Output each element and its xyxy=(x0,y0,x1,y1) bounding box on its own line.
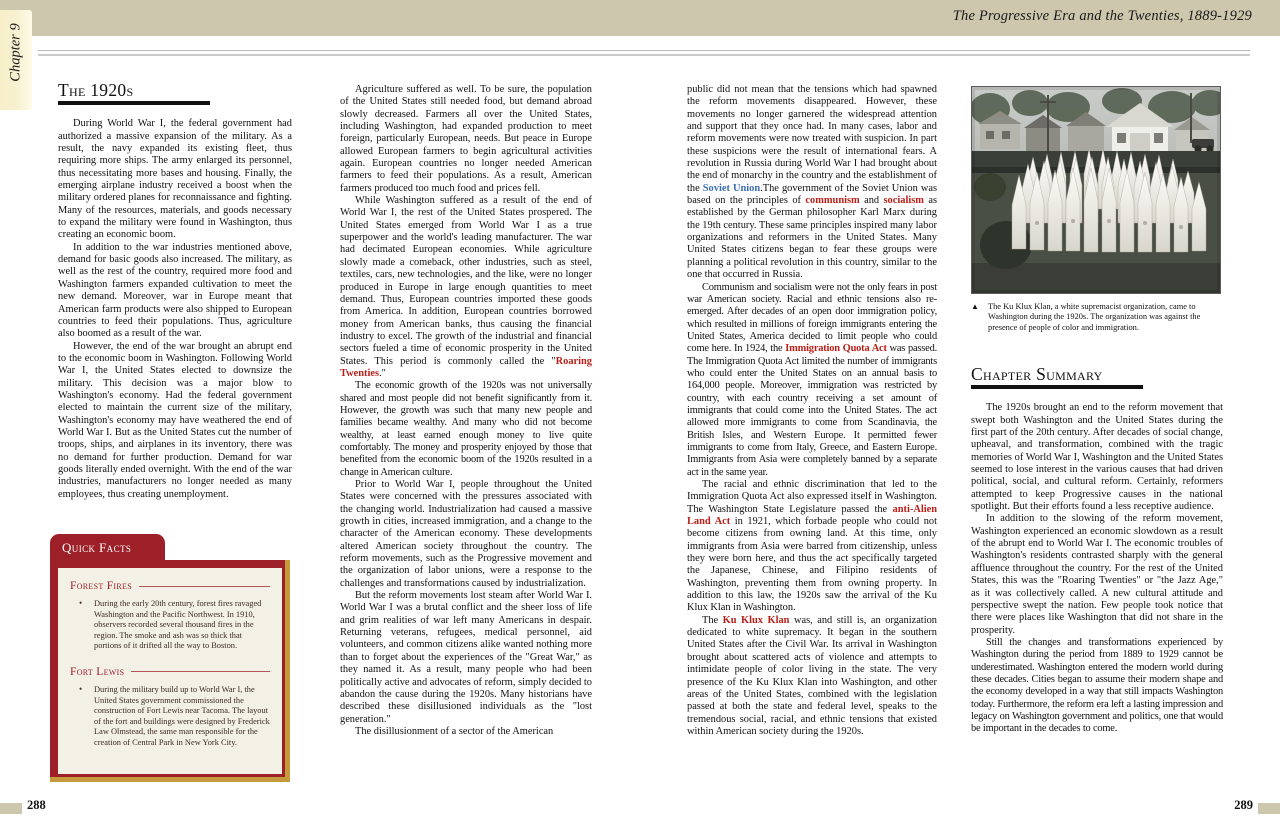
paragraph: The 1920s brought an end to the reform movement that swept both Washington and the United States during the first part of the 20th century. After decades of social change, upheaval, and transformation, combined with the tragic memories of World War I, Washington and the United States seemed to lose interest in the various causes that had driven political, social, and cultural reform. Certainly, reformers attempted to keep Progressive causes in the national spotlight. But their efforts found a less receptive audience. xyxy=(971,402,1223,513)
quick-facts-box xyxy=(50,534,290,782)
key-term-communism: communism xyxy=(805,195,860,207)
paragraph-text: and xyxy=(859,195,884,207)
text-column-4 xyxy=(971,364,1223,736)
quick-facts-subheading-fort-lewis xyxy=(70,666,270,678)
key-term-soviet-union: Soviet Union xyxy=(702,182,761,194)
ku-klux-klan-photograph xyxy=(971,86,1221,294)
section-heading-rule xyxy=(58,101,210,105)
quick-facts-title: Quick Facts xyxy=(62,540,132,555)
list-item-text: During the early 20th century, forest fires ravaged Washington and the Pacific Northwest. In 1910, observers recorded several thousand fires in the region. The smoke and ash was so thick that portions of it drifted all the way to Boston. xyxy=(94,599,262,651)
subheading-rule xyxy=(139,586,270,587)
header-rule-secondary xyxy=(38,54,1250,56)
text-column-2 xyxy=(340,84,592,738)
list-item-text: During the military build up to World War I, the United States government commissioned the construction of Fort Lewis near Tacoma. The layout of the fort and buildings were designed by Frederick Law Olmstead, the same man responsible for the creation of Central Park in New York City. xyxy=(94,684,270,747)
subheading-rule xyxy=(131,671,270,672)
running-head-title: The Progressive Era and the Twenties, 1889-1929 xyxy=(952,8,1252,24)
header-rule-primary xyxy=(38,50,1250,51)
paragraph-text: The racial and ethnic discrimination that led to the Immigration Quota Act also expressed itself in Washington. The Washington State Legislature passed the xyxy=(687,479,937,515)
paragraph: Agriculture suffered as well. To be sure, the population of the United States still needed food, but demand abroad slowly decreased. Farmers all over the United States, including Washington, had expanded production to meet foreign, particularly European, needs. But peace in Europe allowed European farmers to begin agricultural activities again. European countries no longer needed American farmers to feed their populations. As a result, American farmers produced too much food and prices fell. xyxy=(340,84,592,194)
paragraph-text-tail: ." xyxy=(379,367,386,379)
paragraph xyxy=(687,479,937,615)
paragraph: Prior to World War I, people throughout the United States were concerned with the pressures associated with the changing world. Industrialization had caused a massive growth in cities, increased immigration, and a change to the character of the American economy. These developments altered American society throughout the country. The reform movements, such as the Progressive movement and the organization of labor unions, were a response to the challenges and transformations caused by industrialization. xyxy=(340,479,592,589)
paragraph-text: was passed. The Immigration Quota Act limited the number of immigrants who could enter the United States on an annual basis to 164,000 people. Moreover, immigration was restricted by country, with each country receiving a set amount of immigrants that could come into the United States. The act allowed more immigrants to come from Scandinavia, the British Isles, and Western Europe. It permitted fewer immigrants to come from Italy, Greece, and Eastern Europe. Immigrants from Asia were completely banned by a separate act in the same year. xyxy=(687,343,938,478)
key-term-anti-alien-land-act: anti-Alien Land Act xyxy=(687,503,937,528)
page-title: The 1920s xyxy=(58,80,134,100)
paragraph xyxy=(687,282,937,480)
photo-caption xyxy=(971,302,1223,333)
photograph-graphic xyxy=(972,87,1220,293)
paragraph-text: Communism and socialism were not the only fears in post war American society. Racial and ethnic tensions also re-emerged. After decades of an open door immigration policy, which resulted in millions of foreign immigrants entering the United States, America decided to limit people who could come here. In 1924, the xyxy=(687,281,937,355)
footer-swatch-left xyxy=(0,803,22,814)
footer-swatch-right xyxy=(1258,803,1280,814)
paragraph-text: The government of the Soviet Union was based on the principles of xyxy=(687,182,938,207)
paragraph xyxy=(687,615,937,738)
paragraph: Still the changes and transformations experienced by Washington during the period from 1889 to 1929 cannot be underestimated. Washington entered the modern world during these decades. Cities began to assume their modern shape and the economy developed in a way that still impacts Washington today. Furthermore, the reform era left a lasting impression and legacy on Washington government and politics, one that would be important in the decades to come. xyxy=(971,636,1223,735)
quick-facts-subheading-label: Fort Lewis xyxy=(70,665,125,678)
text-column-1 xyxy=(58,80,292,501)
key-term-roaring-twenties: Roaring Twenties xyxy=(340,355,592,379)
paragraph: In addition to the war industries mentioned above, demand for basic goods also increased. The military, as well as the rest of the country, required more food and Washington farmers expanded cultivation to meet the new demand. Moreover, war in Europe meant that American farm products were also shipped to European countries to feed their populations. Thus, agriculture also boomed as a result of the war. xyxy=(58,241,292,340)
paragraph-text-tail: . xyxy=(760,182,763,194)
paragraph: The disillusionment of a sector of the American xyxy=(355,725,554,737)
bullet-icon: • xyxy=(79,683,83,694)
list-item xyxy=(70,685,270,749)
paragraph-text: in 1921, which forbade people who could not become citizens from owning land. At this time, only immigrants from Asia were barred from citizenship, unless they were born here, and thus the act specifically targeted the Japanese, Chinese, and Filipino residents of Washington, preventing them from owning property. In addition to this law, the 1920s saw the arrival of the Ku Klux Klan in Washington. xyxy=(687,516,937,614)
paragraph: In addition to the slowing of the reform movement, Washington experienced an economic slowdown as a result of the abrupt end to World War I. The economic troubles of Washington's residents contrasted sharply with the general affluence throughout the country. For the rest of the United States, this was the "Roaring Twenties" or "the Jazz Age," as it was collectively called. A new cultural attitude and perspective swept the nation. Few people took notice that there were places like Washington that did not share in the prosperity. xyxy=(971,513,1223,636)
page-number-left: 288 xyxy=(27,798,46,812)
paragraph: However, the end of the war brought an abrupt end to the economic boom in Washington. Following World War I, the United States elected to downsize the military. This decision was a major blow to Washington's economy. Had the federal government elected to maintain the current size of the military, Washington's economy may have weathered the end of World War I. But as the United States cut the number of troops, ships, and airplanes in its inventory, there was no demand for further production. Demand for war goods literally ended overnight. With the end of the war industries, manufacturers no longer needed as many employees, thus creating unemployment. xyxy=(58,340,292,500)
paragraph: The economic growth of the 1920s was not universally shared and most people did not benefit significantly from it. However, the growth was such that many new people and families became wealthy. And many who did not become wealthy, at least earned enough money to live quite comfortably. The money and prosperity enjoyed by those that benefited from the economic boom of the 1920s resulted in a change in American culture. xyxy=(340,380,592,478)
quick-facts-subheading-forest-fires xyxy=(70,580,270,592)
list-item xyxy=(70,599,270,652)
key-term-socialism: socialism xyxy=(883,195,924,207)
bullet-icon: • xyxy=(79,598,83,608)
paragraph-text: While Washington suffered as a result of the end of World War I, the rest of the United States prospered. The United States emerged from World War I as a true superpower and the world's leading manufacturer. The war had decimated European economies. While agriculture slowly made a comeback, other industries, such as steel, textiles, cars, new technologies, and the like, were no longer produced in Europe in large enough quantities to meet demand. Thus, European countries imported these goods from America. In addition, European countries borrowed money from American banks, thus causing the financial industry to excel. The growth of the industrial and financial sectors fueled a time of economic prosperity in the United States. This period is commonly called the " xyxy=(340,195,592,367)
paragraph: During World War I, the federal government had authorized a massive expansion of the military. As a result, the navy expanded its existing fleet, thus requiring more ships. The army enlarged its personnel, thus necessitating more bases and housing. Finally, the emerging airplane industry received a boost when the military ordered planes for reconnaissance and fighting. Many of the resources, materials, and goods necessary to expand the military were found in Washington, thus creating an economic boom. xyxy=(58,118,292,241)
paragraph: But the reform movements lost steam after World War I. World War I was a brutal conflict and the sheer loss of life and grim realities of war left many Americans in despair. Returning veterans, refugees, medical personnel, aid volunteers, and common citizens alike wanted nothing more than to forget about the experiences of the "Great War," as they named it. As a result, many people who had been politically active and advocates of reform, simply decided to abandon the cause during the 1920s. Many historians have described these disillusioned individuals as the "lost generation." xyxy=(340,590,592,725)
paragraph-text: was, and still is, an organization dedicated to white supremacy. It began in the southern United States after the Civil War. Its arrival in Washington brought about scattered acts of violence and attempts to intimidate people of color living in the state. The very presence of the Ku Klux Klan into Washington, and other areas of the United States, combined with the legislation passed at both the state and federal level, speaks to the tremendous social, racial, and ethnic tensions that existed within American society during the 1920s. xyxy=(687,614,937,737)
triangle-marker-icon: ▲ xyxy=(971,302,979,311)
key-term-ku-klux-klan: Ku Klux Klan xyxy=(722,614,790,626)
paragraph xyxy=(687,84,937,282)
text-column-3 xyxy=(687,84,937,738)
quick-facts-frame xyxy=(50,560,290,782)
page-number-right: 289 xyxy=(1234,798,1253,812)
chapter-tab-label: Chapter 9 xyxy=(7,23,24,82)
paragraph-text: The xyxy=(702,614,723,626)
photo-caption-text: The Ku Klux Klan, a white supremacist organization, came to Washington during the 1920s. The organization was against the presence of people of color and immigration. xyxy=(988,302,1201,332)
paragraph xyxy=(340,195,592,380)
paragraph-text: as established by the German philosopher Karl Marx during the 19th century. These same principles inspired many labor organizations and reformers in the United States. Many United States citizens began to fear these groups were planning a political revolution in this country, similar to the one that occurred in Russia. xyxy=(687,195,937,281)
chapter-summary-title: Chapter Summary xyxy=(971,364,1103,384)
quick-facts-subheading-label: Forest Fires xyxy=(70,580,132,592)
chapter-thumb-tab xyxy=(0,10,32,110)
quick-facts-content xyxy=(58,568,282,774)
key-term-immigration-quota-act: Immigration Quota Act xyxy=(785,343,887,355)
section-heading-rule xyxy=(971,385,1143,389)
paragraph-text: public did not mean that the tensions which had spawned the reform movements disappeared. However, these movements no longer garnered the widespread attention and support that they once had. In many cases, labor and reform movements were now treated with suspicion. In part these suspicions were the result of international fears. A revolution in Russia during World War I had brought about the end of monarchy in the country and the establishment of the xyxy=(687,84,937,194)
